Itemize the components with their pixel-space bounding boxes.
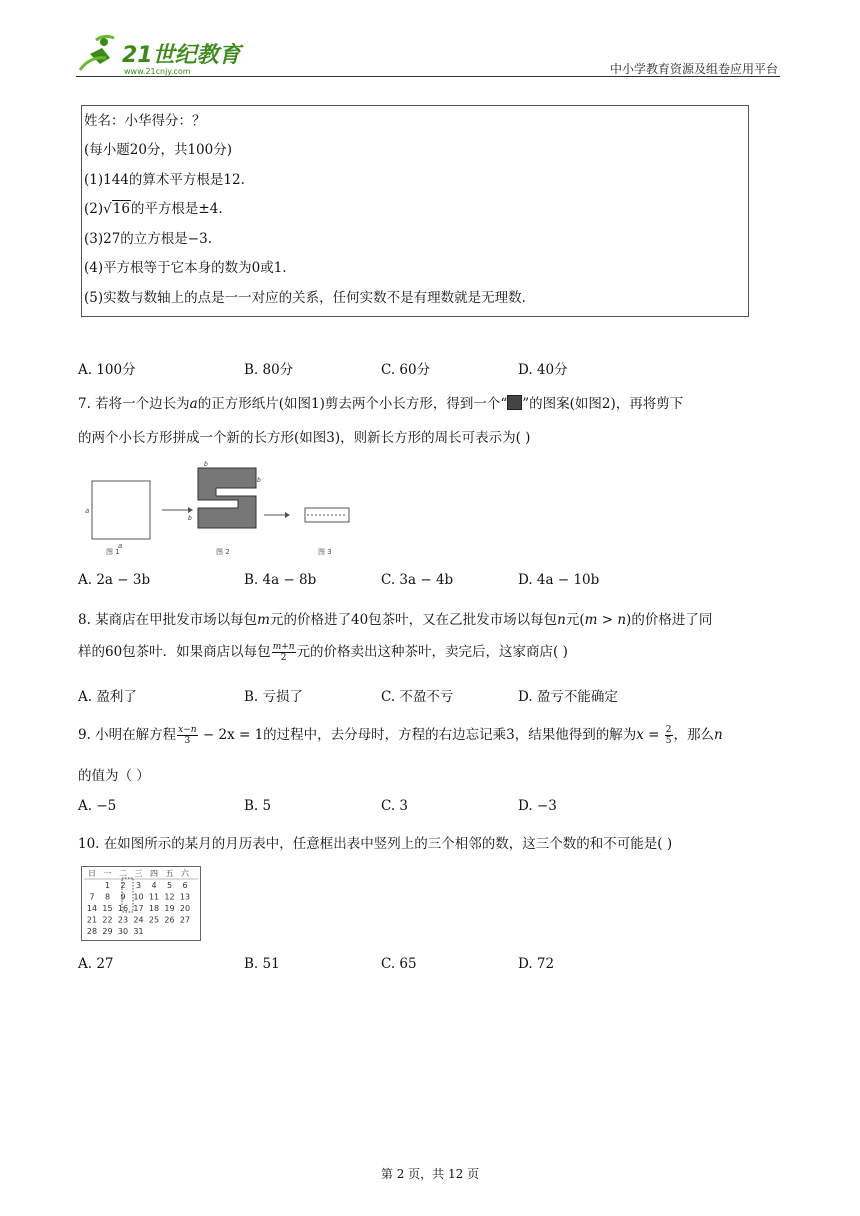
calendar-day: 11	[148, 892, 160, 902]
s-shape-icon	[507, 395, 522, 410]
calendar-day: 17	[133, 904, 144, 913]
q8-text-c: 元(	[565, 612, 585, 628]
calendar-day: 25	[148, 915, 160, 925]
calendar-weekday: 日	[88, 869, 96, 878]
calendar-day: 22	[102, 915, 113, 925]
option-a[interactable]: A. 2a − 3b	[78, 572, 151, 588]
calendar-weekday: 四	[150, 869, 158, 878]
item-5: (5)实数与数轴上的点是一一对应的关系，任何实数不是有理数就是无理数.	[84, 290, 526, 306]
fraction	[177, 725, 197, 746]
option-d[interactable]: D. 4a − 10b	[518, 572, 600, 588]
option-a[interactable]: A. −5	[78, 798, 117, 814]
option-c[interactable]: C. 65	[381, 956, 417, 972]
calendar-weekday: 二	[119, 869, 127, 878]
option-b[interactable]: B. 亏损了	[244, 689, 304, 705]
q9-line1	[78, 723, 723, 746]
name-line: 姓名：小华得分：？	[84, 113, 206, 129]
logo-text: 21世纪教育	[122, 43, 241, 68]
svg-text:b: b	[257, 477, 261, 484]
solution-fraction	[665, 725, 673, 746]
q9-text-a: 9. 小明在解方程	[78, 727, 177, 743]
calendar-day: 4	[151, 881, 157, 890]
option-d[interactable]: D. 盈亏不能确定	[518, 689, 618, 705]
q7-line1	[78, 392, 683, 412]
option-c[interactable]: C. 3	[381, 798, 409, 814]
calendar-day: 31	[133, 927, 144, 936]
option-a[interactable]: A. 盈利了	[78, 689, 137, 705]
platform-name: 中小学教育资源及组卷应用平台	[609, 62, 778, 76]
calendar-day: 23	[117, 915, 129, 925]
calendar-image	[81, 866, 201, 941]
calendar-day: 26	[164, 915, 175, 925]
option-b[interactable]: B. 5	[244, 798, 272, 814]
item-2	[84, 197, 223, 217]
q7-text-b: 的正方形纸片(如图1)剪去两个小长方形，得到一个“	[197, 396, 508, 412]
q9-options	[78, 798, 778, 818]
q8-options	[78, 685, 778, 705]
calendar-day: 2	[120, 881, 126, 890]
solution-denominator: 5	[665, 736, 672, 746]
q10-line1: 10. 在如图所示的某月的月历表中，任意框出表中竖列上的三个相邻的数，这三个数的和不可能是( )	[78, 836, 673, 852]
item-2-prefix: (2)	[84, 201, 104, 217]
condition: m > n	[584, 612, 627, 628]
header-divider	[76, 76, 780, 77]
var-a: a	[189, 396, 198, 412]
var-n: n	[714, 727, 723, 743]
logo-url: www.21cnjy.com	[124, 67, 191, 76]
calendar-day: 16	[117, 904, 129, 913]
calendar-day: 9	[120, 892, 126, 902]
fraction-denominator: 2	[280, 653, 287, 663]
fig1-square	[92, 481, 150, 539]
sqrt-expression: √16	[103, 201, 130, 217]
calendar-day: 30	[117, 927, 129, 936]
calendar-day: 29	[102, 927, 113, 936]
q8-text-a: 8. 某商店在甲批发市场以每包	[78, 612, 258, 628]
q8-line1	[78, 608, 712, 628]
scoring-line: (每小题20分，共100分)	[84, 142, 232, 158]
q9-text-b: − 2x = 1的过程中，去分母时，方程的右边忘记乘3，结果他得到的解为	[198, 727, 637, 743]
q8-line2	[78, 640, 568, 663]
q9-line2: 的值为（ ）	[78, 768, 150, 784]
option-c[interactable]: C. 3a − 4b	[381, 572, 454, 588]
option-b[interactable]: B. 51	[244, 956, 280, 972]
q8-text-b: 元的价格进了40包茶叶，又在乙批发市场以每包	[269, 612, 558, 628]
calendar-day: 19	[164, 904, 175, 913]
fraction-denominator: 3	[184, 736, 191, 746]
calendar-weekday: 五	[165, 869, 174, 878]
q7-text-a: 7. 若将一个边长为	[78, 396, 190, 412]
calendar-day: 10	[133, 892, 144, 902]
site-logo	[76, 32, 246, 78]
calendar-day: 7	[89, 892, 95, 902]
q7-figure	[80, 458, 355, 562]
calendar-day: 6	[182, 881, 188, 890]
runner-logo-icon	[80, 36, 114, 70]
svg-text:a: a	[118, 542, 123, 550]
svg-text:b: b	[204, 461, 208, 468]
calendar-day: 20	[179, 904, 191, 913]
calendar-day: 18	[148, 904, 160, 913]
item-4: (4)平方根等于它本身的数为0或1.	[84, 260, 287, 276]
q9-text-c: ，那么	[673, 727, 715, 743]
answer-sheet-box	[81, 105, 749, 317]
q10-options	[78, 956, 778, 976]
radicand: 16	[112, 201, 130, 217]
q7-text-c: ”的图案(如图2)，再将剪下	[522, 396, 684, 412]
calendar-day: 24	[133, 915, 144, 925]
calendar-day: 13	[179, 892, 191, 902]
calendar-weekday: 三	[134, 869, 143, 878]
option-c[interactable]: C. 不盈不亏	[381, 689, 454, 705]
calendar-day: 3	[135, 881, 142, 890]
calendar-day: 12	[164, 892, 175, 902]
item-3: (3)27的立方根是−3.	[84, 231, 212, 247]
option-c[interactable]: C. 60分	[381, 362, 431, 378]
calendar-day: 21	[86, 915, 98, 925]
calendar-weekday: 六	[181, 869, 189, 878]
solution-numerator: 2	[665, 725, 672, 735]
fraction	[272, 642, 296, 663]
calendar-day: 15	[102, 904, 113, 913]
fig1-label: 图 1	[106, 548, 120, 556]
fig3-label: 图 3	[318, 548, 332, 556]
option-d[interactable]: D. 72	[518, 956, 555, 972]
item-2-suffix: 的平方根是±4.	[130, 201, 223, 217]
option-b[interactable]: B. 4a − 8b	[244, 572, 317, 588]
fraction-numerator: x−n	[178, 725, 197, 735]
option-b[interactable]: B. 80分	[244, 362, 294, 378]
calendar-day: 28	[86, 927, 98, 936]
calendar-weekday: 一	[103, 869, 112, 878]
calendar-day: 1	[104, 881, 111, 890]
option-d[interactable]: D. −3	[518, 798, 557, 814]
fraction-numerator: m+n	[272, 642, 295, 652]
option-d[interactable]: D. 40分	[518, 362, 568, 378]
fig2-label: 图 2	[216, 548, 230, 556]
q6-options	[78, 358, 778, 378]
var-n: n	[557, 612, 566, 628]
q7-line2: 的两个小长方形拼成一个新的长方形(如图3)，则新长方形的周长可表示为( )	[78, 430, 531, 446]
item-1: (1)144的算术平方根是12.	[84, 172, 245, 188]
calendar-day: 27	[179, 915, 191, 925]
calendar-day: 8	[104, 892, 111, 902]
svg-text:b: b	[188, 515, 192, 522]
option-a[interactable]: A. 27	[78, 956, 114, 972]
q7-options	[78, 572, 778, 592]
q8-text-f: 元的价格卖出这种茶叶，卖完后，这家商店( )	[296, 644, 568, 660]
x-equals: x =	[636, 727, 664, 743]
q8-text-d: )的价格进了同	[626, 612, 713, 628]
q8-text-e: 样的60包茶叶．如果商店以每包	[78, 644, 271, 660]
calendar-day: 5	[166, 881, 173, 890]
var-m: m	[257, 612, 270, 628]
svg-text:a: a	[85, 507, 90, 515]
calendar-day: 14	[86, 904, 98, 913]
option-a[interactable]: A. 100分	[78, 362, 136, 378]
fig2-s-shape	[198, 468, 256, 528]
page-footer: 第 2 页，共 12 页	[380, 1167, 480, 1181]
